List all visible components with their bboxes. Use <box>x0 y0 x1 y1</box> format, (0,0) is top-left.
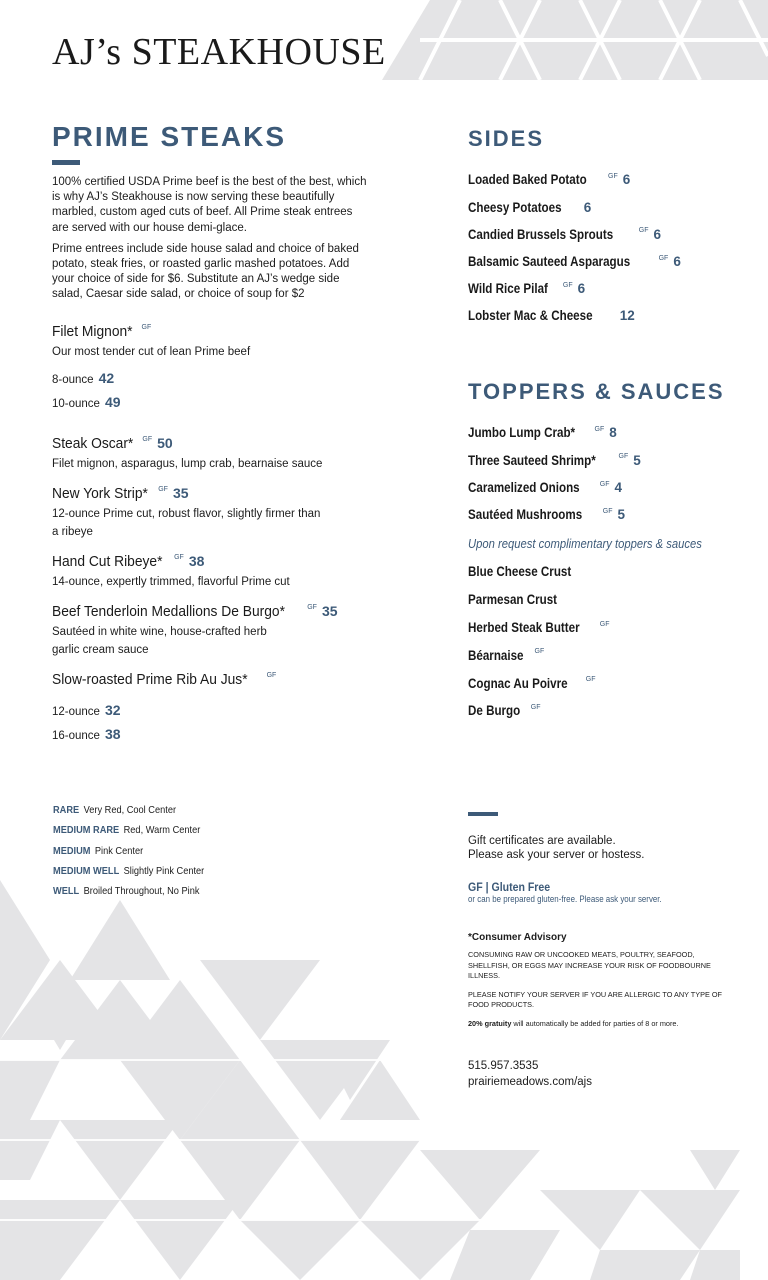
list-item <box>53 861 204 881</box>
item-name: Herbed Steak Butter <box>468 619 580 635</box>
item-price: 5 <box>617 507 626 523</box>
item-name: Loaded Baked Potato <box>468 172 587 188</box>
gratuity-text: will automatically be added for parties of 8 or more. <box>513 1018 679 1028</box>
size-label: 16-ounce <box>52 729 100 742</box>
sides-list <box>468 163 758 326</box>
item-name: De Burgo <box>468 703 521 719</box>
item-price: 49 <box>104 393 121 410</box>
prime-intro-paragraph-1: 100% certified USDA Prime beef is the best of the best, which is why AJ’s Steakhouse is now serving these beautifully marbled, custom aged cuts of beef. All Prime steak entrees are served with our house demi-glace. <box>52 176 367 234</box>
menu-item-new-york-strip <box>52 485 372 541</box>
list-item <box>468 443 758 470</box>
complimentary-note: Upon request complimentary toppers & sauces <box>468 536 702 551</box>
item-name: Slow-roasted Prime Rib Au Jus* <box>52 670 248 688</box>
gluten-free-mark: GF <box>142 436 153 444</box>
section-rule <box>52 160 80 165</box>
list-item <box>53 841 204 861</box>
list-item <box>468 245 758 272</box>
gluten-free-mark: GF <box>599 620 610 628</box>
item-name: Steak Oscar* <box>52 434 134 452</box>
item-name: Hand Cut Ribeye* <box>52 552 163 570</box>
gift-line: Please ask your server or hostess. <box>468 849 645 861</box>
item-price: 42 <box>98 369 115 386</box>
menu-item-filet-mignon <box>52 323 372 415</box>
restaurant-logo-title: AJ’s STEAKHOUSE <box>52 31 386 73</box>
advisory-paragraph: CONSUMING RAW OR UNCOOKED MEATS, POULTRY, SEAFOOD, SHELLFISH, OR EGGS MAY INCREASE YOUR RISK OF FOODBOURNE ILLNESS. <box>468 950 711 980</box>
gluten-free-mark: GF <box>307 604 317 612</box>
item-price: 8 <box>609 425 617 441</box>
gluten-free-mark: GF <box>534 648 545 656</box>
item-name: Balsamic Sauteed Asparagus <box>468 253 631 269</box>
item-name: Lobster Mac & Cheese <box>468 308 593 324</box>
advisory-asterisk: * <box>468 932 472 943</box>
doneness-desc: Very Red, Cool Center <box>83 804 177 816</box>
gluten-free-mark: GF <box>158 486 168 494</box>
gluten-free-mark: GF <box>266 672 277 680</box>
item-price: 35 <box>321 602 338 619</box>
section-rule <box>468 812 498 816</box>
item-description: Sautéed in white wine, house-crafted herb garlic cream sauce <box>52 625 267 656</box>
gratuity-bold: 20% gratuity <box>468 1018 512 1028</box>
item-name: Filet Mignon* <box>52 322 133 340</box>
sides-and-toppers-column <box>468 125 758 724</box>
item-price: 4 <box>614 479 623 495</box>
gratuity-note <box>468 1019 728 1030</box>
item-name: Parmesan Crust <box>468 592 558 608</box>
gluten-free-mark: GF <box>618 453 629 461</box>
gluten-free-mark: GF <box>608 173 618 180</box>
list-item <box>468 498 758 525</box>
item-description: Filet mignon, asparagus, lump crab, bearnaise sauce <box>52 457 323 470</box>
doneness-legend <box>53 800 225 901</box>
item-name: Candied Brussels Sprouts <box>468 226 614 242</box>
item-price: 12 <box>619 308 635 324</box>
doneness-desc: Broiled Throughout, No Pink <box>83 885 200 898</box>
item-name: Jumbo Lump Crab* <box>468 425 576 441</box>
toppers-heading: TOPPERS & SAUCES <box>468 379 725 405</box>
item-price: 6 <box>583 199 592 215</box>
list-item <box>468 640 758 668</box>
item-name: Béarnaise <box>468 647 524 663</box>
prime-intro-paragraph-2: Prime entrees include side house salad and choice of baked potato, steak fries, or roasted garlic mashed potatoes. Add your choice of side for $6. Substitute an AJ’s wedge side salad, Caesar side salad, or choice of soup for $2 <box>52 242 359 301</box>
list-item <box>468 163 758 190</box>
list-item <box>53 881 204 901</box>
list-item <box>468 585 758 613</box>
item-name: Wild Rice Pilaf <box>468 281 548 297</box>
toppers-list <box>468 416 758 525</box>
gluten-free-mark: GF <box>174 554 184 562</box>
list-item <box>468 668 758 696</box>
gluten-free-mark: GF <box>638 227 649 235</box>
list-item <box>53 820 204 840</box>
contact-info <box>468 1059 728 1090</box>
item-price: 6 <box>577 281 586 297</box>
size-label: 12-ounce <box>52 705 100 718</box>
list-item <box>468 299 758 326</box>
item-name: Cognac Au Poivre <box>468 675 568 691</box>
list-item <box>53 800 204 820</box>
item-description: Our most tender cut of lean Prime beef <box>52 345 251 358</box>
doneness-key: RARE <box>53 804 80 816</box>
gluten-free-mark: GF <box>602 507 613 515</box>
doneness-desc: Slightly Pink Center <box>123 864 205 877</box>
item-price: 50 <box>157 434 173 451</box>
doneness-key: MEDIUM <box>53 844 91 857</box>
list-item <box>468 557 758 585</box>
list-item <box>468 272 758 299</box>
size-label: 10-ounce <box>52 397 100 410</box>
advisory-title-text: Consumer Advisory <box>471 932 567 943</box>
gluten-free-legend <box>468 880 728 904</box>
list-item <box>468 416 758 443</box>
item-name: Caramelized Onions <box>468 479 580 495</box>
doneness-desc: Pink Center <box>94 844 144 857</box>
item-price: 38 <box>104 725 121 742</box>
item-description: 12-ounce Prime cut, robust flavor, slightly firmer than a ribeye <box>52 507 321 538</box>
item-price: 6 <box>653 226 662 242</box>
doneness-key: MEDIUM WELL <box>53 864 120 877</box>
advisory-title <box>468 932 728 943</box>
sides-heading: SIDES <box>468 126 545 151</box>
gluten-free-mark: GF <box>658 254 669 262</box>
consumer-advisory <box>468 932 728 1029</box>
prime-steaks-section <box>52 120 372 759</box>
item-price: 38 <box>188 552 205 569</box>
gift-certificates-note <box>468 834 728 862</box>
item-name: Beef Tenderloin Medallions De Burgo* <box>52 602 285 620</box>
complimentary-list <box>468 557 758 724</box>
gf-legend-subtitle: or can be prepared gluten-free. Please ask your server. <box>468 894 662 904</box>
item-name: New York Strip* <box>52 484 148 502</box>
item-price: 32 <box>104 701 121 718</box>
gluten-free-mark: GF <box>594 426 605 434</box>
item-description: 14-ounce, expertly trimmed, flavorful Prime cut <box>52 575 290 588</box>
gluten-free-mark: GF <box>562 281 573 289</box>
item-price: 6 <box>622 172 631 188</box>
menu-item-steak-oscar <box>52 435 372 473</box>
info-block <box>468 812 728 1090</box>
list-item <box>468 471 758 498</box>
list-item <box>468 696 758 724</box>
gf-legend-title: GF | Gluten Free <box>468 880 551 894</box>
list-item <box>468 217 758 244</box>
gluten-free-mark: GF <box>530 704 541 712</box>
menu-item-prime-rib <box>52 671 372 747</box>
menu-item-beef-tenderloin-medallions <box>52 603 372 659</box>
phone-number: 515.957.3535 <box>468 1060 539 1072</box>
doneness-key: WELL <box>53 885 80 898</box>
list-item <box>468 613 758 641</box>
gluten-free-mark: GF <box>599 480 610 488</box>
item-name: Sautéed Mushrooms <box>468 507 583 523</box>
item-name: Cheesy Potatoes <box>468 199 562 215</box>
gluten-free-mark: GF <box>141 324 152 332</box>
item-price: 35 <box>172 484 189 501</box>
gluten-free-mark: GF <box>585 676 596 684</box>
item-name: Blue Cheese Crust <box>468 564 572 580</box>
prime-intro <box>52 175 372 303</box>
website-link[interactable]: prairiemeadows.com/ajs <box>468 1075 592 1088</box>
size-label: 8-ounce <box>52 373 94 386</box>
list-item <box>468 190 758 217</box>
doneness-desc: Red, Warm Center <box>123 824 201 837</box>
item-price: 6 <box>673 253 681 269</box>
item-price: 5 <box>633 452 641 468</box>
advisory-paragraph: PLEASE NOTIFY YOUR SERVER IF YOU ARE ALLERGIC TO ANY TYPE OF FOOD PRODUCTS. <box>468 989 722 1009</box>
gift-line: Gift certificates are available. <box>468 835 616 847</box>
prime-steaks-heading: PRIME STEAKS <box>52 121 287 152</box>
item-name: Three Sauteed Shrimp* <box>468 452 596 468</box>
menu-item-hand-cut-ribeye <box>52 553 372 591</box>
doneness-key: MEDIUM RARE <box>53 824 120 837</box>
